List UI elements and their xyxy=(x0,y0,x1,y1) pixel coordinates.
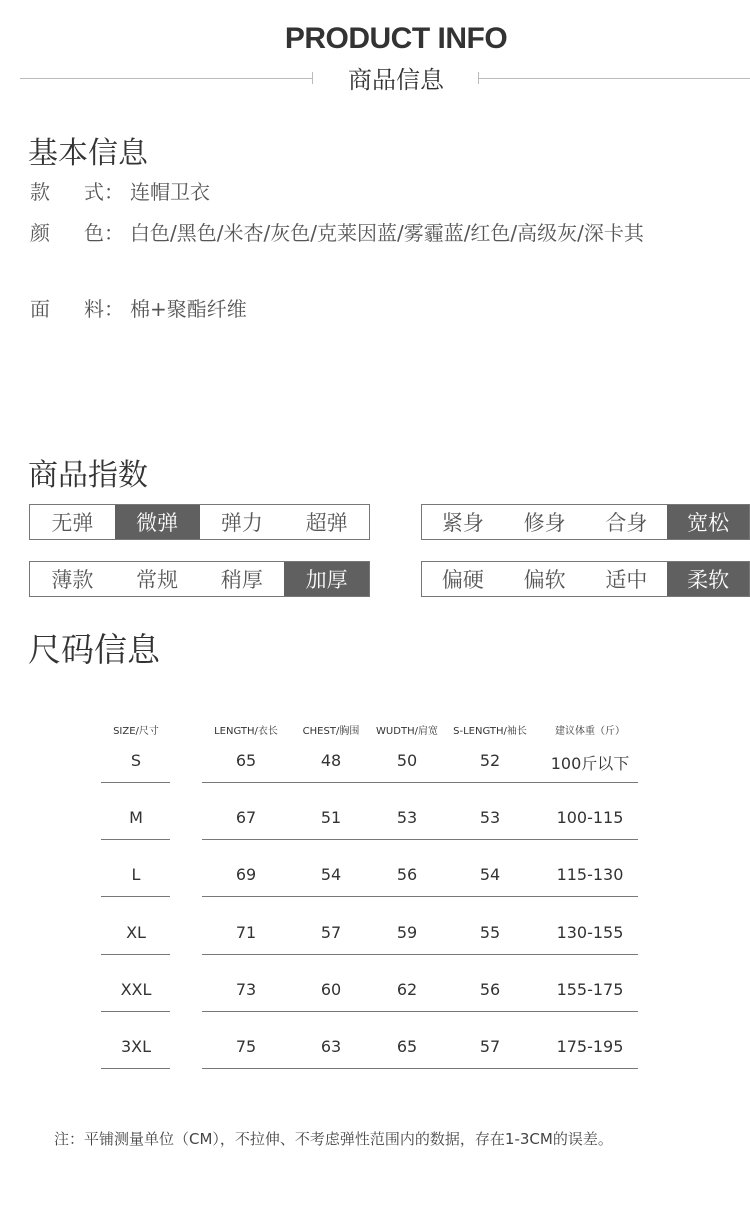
info-label-a: 面 xyxy=(30,297,50,321)
row-divider xyxy=(202,1011,638,1012)
row-divider xyxy=(101,954,170,955)
size-cell: 52 xyxy=(479,751,501,770)
info-row-color xyxy=(30,217,644,246)
row-divider xyxy=(101,1011,170,1012)
index-option: 紧身 xyxy=(441,511,484,535)
index-option: 偏硬 xyxy=(441,568,484,592)
info-value: 连帽卫衣 xyxy=(130,180,210,204)
info-label-a: 款 xyxy=(30,180,50,204)
info-label-a: 颜 xyxy=(30,221,50,245)
measurement-note: 注：平铺测量单位（CM），不拉伸、不考虑弹性范围内的数据，存在1-3CM的误差。 xyxy=(54,1130,613,1148)
index-option: 常规 xyxy=(136,568,179,592)
row-divider xyxy=(202,839,638,840)
index-option: 无弹 xyxy=(51,511,94,535)
size-cell: 48 xyxy=(320,751,342,770)
size-cell: 65 xyxy=(396,1037,418,1056)
size-cell: 175-195 xyxy=(556,1037,624,1056)
info-label-b: 色： xyxy=(84,221,124,245)
index-group-fit xyxy=(421,504,750,540)
info-value: 白色/黑色/米杏/灰色/克莱因蓝/雾霾蓝/红色/高级灰/深卡其 xyxy=(130,221,644,245)
header-divider-right xyxy=(478,78,750,79)
size-cell: 115-130 xyxy=(556,865,624,885)
index-option: 微弹 xyxy=(115,505,200,539)
header-tick-left xyxy=(312,72,313,84)
info-label-b: 式： xyxy=(84,180,124,204)
index-option: 合身 xyxy=(605,511,648,535)
index-option: 适中 xyxy=(605,568,648,592)
size-cell: 53 xyxy=(396,808,418,828)
size-column-header: 建议体重（斤） xyxy=(555,726,625,737)
row-divider xyxy=(101,782,170,783)
size-column-header: LENGTH/衣长 xyxy=(214,726,278,737)
size-cell: 57 xyxy=(320,922,342,942)
row-divider xyxy=(101,1068,170,1069)
size-column-header: SIZE/尺寸 xyxy=(113,726,159,737)
size-cell: 71 xyxy=(235,922,257,942)
size-cell: XXL xyxy=(120,979,152,999)
index-option: 超弹 xyxy=(305,511,348,535)
index-option: 柔软 xyxy=(667,562,749,596)
row-divider xyxy=(202,1068,638,1069)
info-row-fabric xyxy=(30,293,247,322)
index-option: 修身 xyxy=(523,511,566,535)
size-column-header: S-LENGTH/袖长 xyxy=(453,726,527,737)
row-divider xyxy=(101,896,170,897)
size-cell: 67 xyxy=(235,808,257,828)
size-column-header: CHEST/胸围 xyxy=(302,726,360,737)
size-cell: 73 xyxy=(235,979,257,999)
size-cell: L xyxy=(131,865,141,885)
size-cell: S xyxy=(130,751,142,770)
product-index-title: 商品指数 xyxy=(28,458,148,493)
index-option: 宽松 xyxy=(667,505,749,539)
size-cell: 100-115 xyxy=(556,808,624,828)
size-cell: XL xyxy=(126,922,146,942)
index-option: 加厚 xyxy=(284,562,369,596)
index-option: 弹力 xyxy=(220,511,263,535)
index-group-thickness xyxy=(29,561,370,597)
size-cell: 63 xyxy=(320,1037,342,1056)
size-cell: 53 xyxy=(479,808,501,828)
size-cell: 62 xyxy=(396,979,418,999)
size-cell: 55 xyxy=(479,922,501,942)
header-divider-left xyxy=(20,78,312,79)
size-cell: 50 xyxy=(396,751,418,770)
size-cell: 54 xyxy=(479,865,501,885)
size-cell: 56 xyxy=(479,979,501,999)
size-cell: 75 xyxy=(235,1037,257,1056)
size-cell: 56 xyxy=(396,865,418,885)
row-divider xyxy=(202,782,638,783)
info-label-b: 料： xyxy=(84,297,124,321)
header-en-title: PRODUCT INFO xyxy=(284,22,508,55)
info-value: 棉+聚酯纤维 xyxy=(130,297,247,321)
header-cn-title: 商品信息 xyxy=(348,66,444,94)
size-cell: 54 xyxy=(320,865,342,885)
row-divider xyxy=(101,839,170,840)
index-option: 稍厚 xyxy=(220,568,263,592)
size-cell: 155-175 xyxy=(556,979,624,999)
info-label xyxy=(30,293,130,322)
size-cell: 59 xyxy=(396,922,418,942)
size-cell: 69 xyxy=(235,865,257,885)
size-cell: 65 xyxy=(235,751,257,770)
size-cell: M xyxy=(129,808,143,828)
size-cell: 51 xyxy=(320,808,342,828)
index-option: 偏软 xyxy=(523,568,566,592)
index-group-softness xyxy=(421,561,750,597)
size-cell: 3XL xyxy=(120,1037,152,1056)
size-cell: 130-155 xyxy=(556,922,624,942)
index-option: 薄款 xyxy=(51,568,94,592)
info-label xyxy=(30,217,130,246)
size-info-title: 尺码信息 xyxy=(28,630,160,669)
row-divider xyxy=(202,896,638,897)
size-cell: 60 xyxy=(320,979,342,999)
size-column-header: WUDTH/肩宽 xyxy=(376,726,438,737)
size-cell: 100斤以下 xyxy=(550,754,630,773)
info-label xyxy=(30,176,130,205)
basic-info-title: 基本信息 xyxy=(28,136,148,171)
row-divider xyxy=(202,954,638,955)
size-cell: 57 xyxy=(479,1037,501,1056)
info-row-style xyxy=(30,176,210,205)
index-group-elasticity xyxy=(29,504,370,540)
